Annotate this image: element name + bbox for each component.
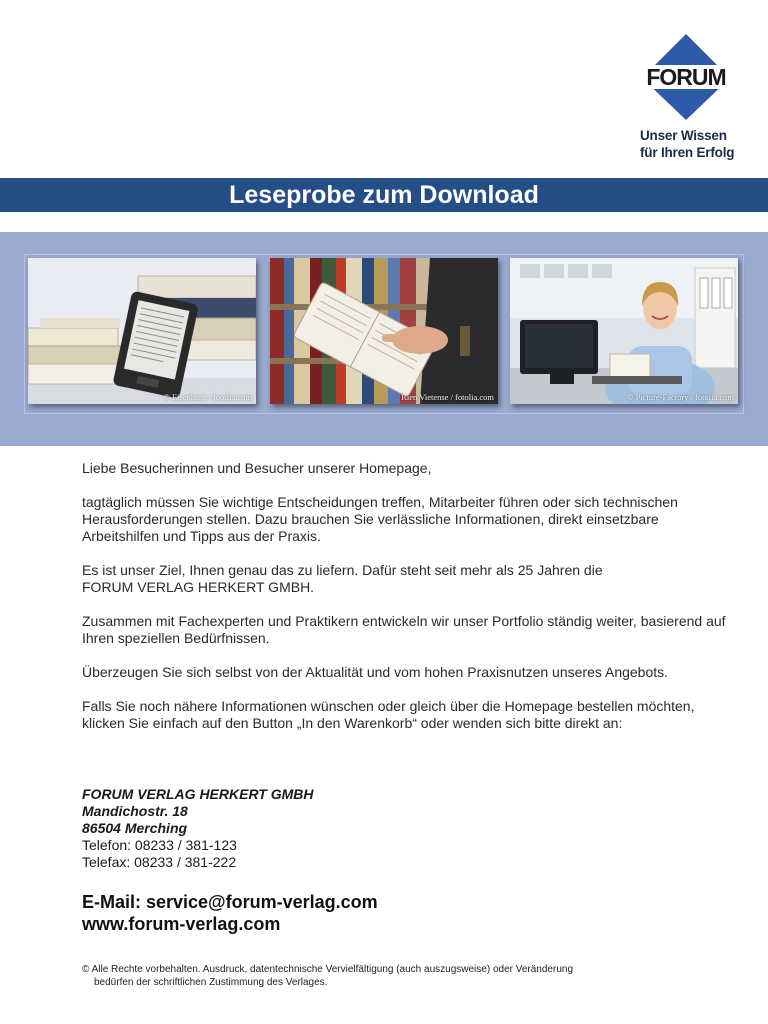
phone: Telefon: 08233 / 381-123 <box>82 837 237 853</box>
photo-man-reading <box>270 258 498 404</box>
website-link[interactable]: www.forum-verlag.com <box>82 914 281 934</box>
tagline-line-2: für Ihren Erfolg <box>640 145 735 160</box>
street: Mandichostr. 18 <box>82 803 188 819</box>
tagline-line-1: Unser Wissen <box>640 128 727 143</box>
greeting: Liebe Besucherinnen und Besucher unserer Homepage, <box>82 460 432 476</box>
fax: Telefax: 08233 / 381-222 <box>82 854 237 870</box>
photo-credit: © Picture-Factory / fotolia.com <box>626 392 734 402</box>
logo-tagline <box>640 127 734 161</box>
paragraph-2-line-1: Es ist unser Ziel, Ihnen genau das zu liefern. Dafür steht seit mehr als 25 Jahren die <box>82 562 603 578</box>
ebook-reader-icon <box>28 258 256 404</box>
photo-office-woman <box>510 258 738 404</box>
photo-ebook-reader <box>28 258 256 404</box>
company-name: FORUM VERLAG HERKERT GMBH <box>82 786 314 802</box>
paragraph-4: Überzeugen Sie sich selbst von der Aktualität und vom hohen Praxisnutzen unseres Angebots. <box>82 664 669 680</box>
book-reading-icon <box>270 258 498 404</box>
paragraph-2-line-2: FORUM VERLAG HERKERT GMBH. <box>82 579 315 595</box>
copyright-line-1: © Alle Rechte vorbehalten. Ausdruck, datentechnische Vervielfältigung (auch auszugsweise) oder Veränderung <box>82 964 574 975</box>
publisher-address <box>82 786 314 871</box>
paragraph-2 <box>82 562 732 596</box>
photo-band <box>0 232 768 446</box>
email-link[interactable]: E-Mail: service@forum-verlag.com <box>82 892 378 912</box>
city: 86504 Merching <box>82 820 188 836</box>
copyright-line-2: bedürfen der schriftlichen Zustimmung des Verlages. <box>94 976 328 988</box>
contact-block <box>82 891 378 935</box>
office-worker-icon <box>510 258 738 404</box>
forum-logo <box>636 32 736 124</box>
paragraph-5: Falls Sie noch nähere Informationen wünschen oder gleich über die Homepage bestellen möchten, klicken Sie einfach auf den Button „In den Warenkorb“ oder wenden sich bitte direkt an: <box>82 698 695 731</box>
logo-brand-text: FORUM <box>646 64 726 90</box>
photo-credit: Rien Vietense / fotolia.com <box>401 392 494 402</box>
page-title-banner: Leseprobe zum Download <box>0 178 768 212</box>
copyright-notice <box>82 964 573 989</box>
photo-credit: © Eisenhans / fotolia.com <box>163 392 252 402</box>
paragraph-1: tagtäglich müssen Sie wichtige Entscheidungen treffen, Mitarbeiter führen oder sich technischen Herausforderungen stellen. Dazu brauchen Sie verlässliche Informationen, direkt einsetzbare Arbeitshilfen und Tipps aus der Praxis. <box>82 494 678 544</box>
paragraph-3: Zusammen mit Fachexperten und Praktikern entwickeln wir unser Portfolio ständig weiter, basierend auf Ihren speziellen Bedürfnissen. <box>82 613 726 646</box>
intro-text <box>82 460 732 749</box>
